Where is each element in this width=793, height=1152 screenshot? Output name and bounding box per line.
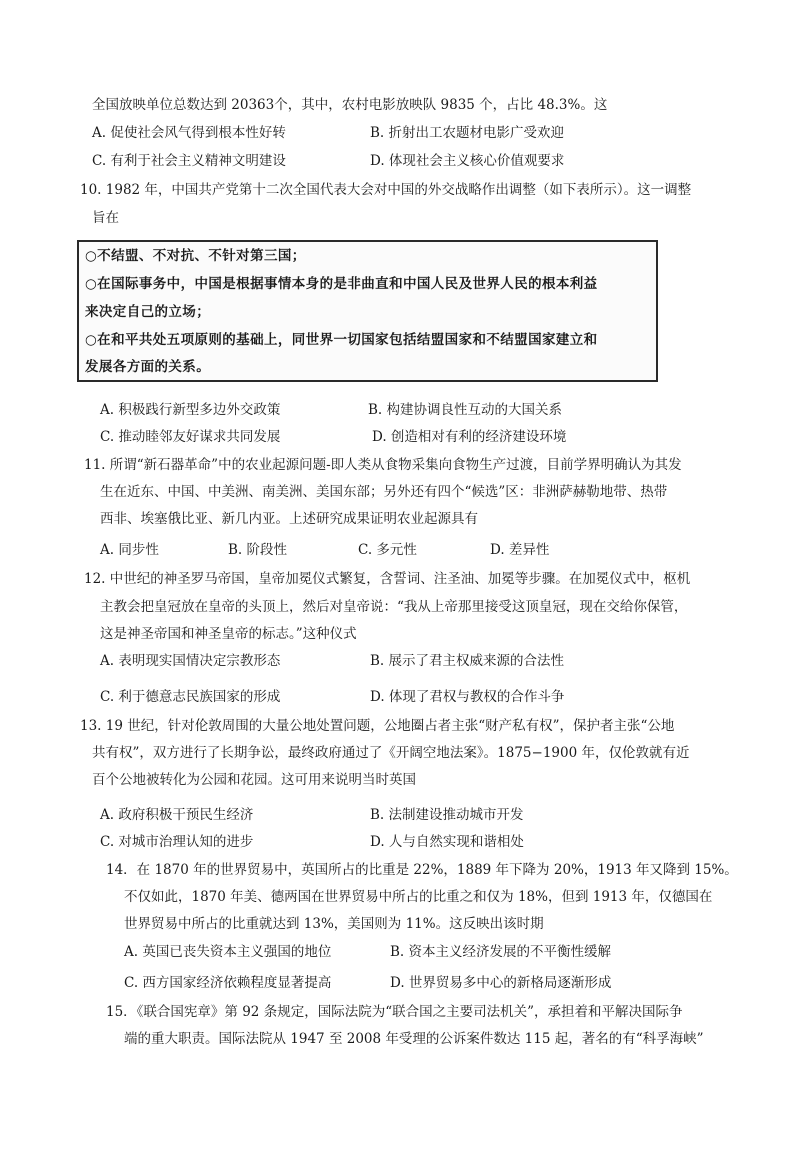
- q10-stem-line2: 旨在: [92, 210, 119, 226]
- q10-table-line: 发展各方面的关系。: [85, 359, 211, 375]
- q15-stem-line1: 15．《联合国宪章》第 92 条规定，国际法院为“联合国之主要司法机关”，承担着和平解决国际争: [106, 1004, 683, 1020]
- q12-stem-line1: 12. 中世纪的神圣罗马帝国，皇帝加冕仪式繁复，含誓词、注圣油、加冕等步骤。在加冕仪式中，枢机: [84, 571, 691, 587]
- q11-stem-line3: 西非、埃塞俄比亚、新几内亚。上述研究成果证明农业起源具有: [100, 511, 478, 527]
- q9-option-c[interactable]: C. 有利于社会主义精神文明建设: [92, 153, 286, 169]
- q11-option-c[interactable]: C. 多元性: [358, 542, 417, 558]
- q12-stem-line3: 这是神圣帝国和神圣皇帝的标志。”这种仪式: [100, 626, 357, 642]
- q10-option-b[interactable]: B. 构建协调良性互动的大国关系: [368, 402, 563, 418]
- q11-stem-line2: 生在近东、中国、中美洲、南美洲、美国东部；另外还有四个“候选”区：非洲萨赫勒地带、热带: [100, 484, 668, 500]
- q10-option-a[interactable]: A. 积极践行新型多边外交政策: [100, 402, 281, 418]
- q10-table-line: ○在国际事务中，中国是根据事情本身的是非曲直和中国人民及世界人民的根本利益: [85, 276, 598, 292]
- q14-stem-line2: 不仅如此，1870 年美、德两国在世界贸易中所占的比重之和仅为 18%，但到 1913 年，仅德国在: [124, 889, 713, 905]
- q12-option-b[interactable]: B. 展示了君主权威来源的合法性: [370, 653, 565, 669]
- q13-stem-line2: 共有权”，双方进行了长期争讼，最终政府通过了《开阔空地法案》。1875−1900 年，仅伦敦就有近: [92, 745, 690, 761]
- q14-option-a[interactable]: A. 英国已丧失资本主义强国的地位: [124, 944, 332, 960]
- q14-stem-line3: 世界贸易中所占的比重就达到 13%，美国则为 11%。这反映出该时期: [124, 916, 544, 932]
- q13-option-c[interactable]: C. 对城市治理认知的进步: [100, 834, 254, 850]
- q13-option-d[interactable]: D. 人与自然实现和谐相处: [370, 834, 524, 850]
- q9-stem-tail: 全国放映单位总数达到 20363个，其中，农村电影放映队 9835 个，占比 48.3%。这: [92, 97, 608, 113]
- q10-stem-line1: 10. 1982 年，中国共产党第十二次全国代表大会对中国的外交战略作出调整（如下表所示）。这一调整: [80, 182, 692, 198]
- q10-source-table: [77, 240, 658, 382]
- q13-option-b[interactable]: B. 法制建设推动城市开发: [370, 807, 524, 823]
- q12-stem-line2: 主教会把皇冠放在皇帝的头顶上，然后对皇帝说：“我从上帝那里接受这顶皇冠，现在交给你保管，: [100, 599, 688, 615]
- q10-table-line: ○不结盟、不对抗、不针对第三国；: [85, 248, 306, 264]
- q9-option-d[interactable]: D. 体现社会主义核心价值观要求: [370, 153, 565, 169]
- q10-table-line: 来决定自己的立场；: [85, 304, 211, 320]
- q12-option-d[interactable]: D. 体现了君权与教权的合作斗争: [370, 689, 565, 705]
- q10-table-line: ○在和平共处五项原则的基础上，同世界一切国家包括结盟国家和不结盟国家建立和: [85, 332, 598, 348]
- q12-option-c[interactable]: C. 利于德意志民族国家的形成: [100, 689, 281, 705]
- q14-option-b[interactable]: B. 资本主义经济发展的不平衡性缓解: [390, 944, 612, 960]
- q11-option-a[interactable]: A. 同步性: [100, 542, 159, 558]
- q9-option-a[interactable]: A. 促使社会风气得到根本性好转: [92, 125, 286, 141]
- q10-option-c[interactable]: C. 推动睦邻友好谋求共同发展: [100, 429, 281, 445]
- q11-option-b[interactable]: B. 阶段性: [228, 542, 288, 558]
- q15-stem-line2: 端的重大职责。国际法院从 1947 至 2008 年受理的公诉案件数达 115 起，著名的有“科孚海峡”: [124, 1031, 704, 1047]
- q13-option-a[interactable]: A. 政府积极干预民生经济: [100, 807, 254, 823]
- q13-stem-line3: 百个公地被转化为公园和花园。这可用来说明当时英国: [92, 772, 416, 788]
- q13-stem-line1: 13. 19 世纪，针对伦敦周围的大量公地处置问题，公地圈占者主张“财产私有权”，保护者主张“公地: [80, 718, 675, 734]
- q14-stem-line1: 14．在 1870 年的世界贸易中，英国所占的比重是 22%，1889 年下降为 20%，1913 年又降到 15%。: [106, 862, 738, 878]
- q14-option-d[interactable]: D. 世界贸易多中心的新格局逐渐形成: [390, 975, 612, 991]
- q14-option-c[interactable]: C. 西方国家经济依赖程度显著提高: [124, 975, 332, 991]
- q11-stem-line1: 11. 所谓“新石器革命”中的农业起源问题-即人类从食物采集向食物生产过渡，目前学界明确认为其发: [84, 457, 682, 473]
- q9-option-b[interactable]: B. 折射出工农题材电影广受欢迎: [370, 125, 565, 141]
- q11-option-d[interactable]: D. 差异性: [490, 542, 550, 558]
- q10-option-d[interactable]: D. 创造相对有利的经济建设环境: [372, 429, 567, 445]
- q12-option-a[interactable]: A. 表明现实国情决定宗教形态: [100, 653, 281, 669]
